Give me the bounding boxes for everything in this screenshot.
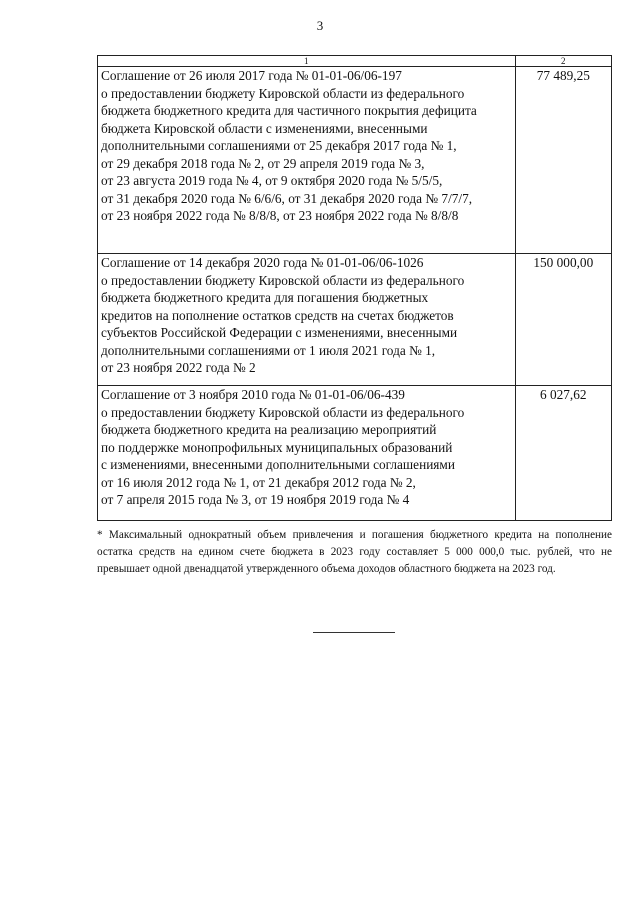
agreement-amount: 6 027,62 [515,386,611,521]
table-row [98,254,612,386]
description-line: кредитов на пополнение остатков средств на счетах бюджетов [101,307,454,323]
description-line: с изменениями, внесенными дополнительными соглашениями [101,457,455,472]
description-line: бюджета бюджетного кредита для частичного покрытия дефицита [101,103,477,118]
description-line: Соглашение от 3 ноября 2010 года № 01-01-06/06-439 [101,387,405,402]
description-line: от 7 апреля 2015 года № 3, от 19 ноября 2019 года № 4 [101,492,410,507]
description-line: бюджета бюджетного кредита на реализацию мероприятий [101,422,437,437]
agreement-description [98,67,516,254]
description-line: Соглашение от 14 декабря 2020 года № 01-01-06/06-1026 [101,255,424,270]
description-line: дополнительными соглашениями от 1 июля 2021 года № 1, [101,342,436,358]
table-row [98,386,612,521]
agreement-description [98,386,516,521]
column-header-1: 1 [98,56,516,67]
description-line: о предоставлении бюджету Кировской области из федерального [101,85,465,101]
table-header-row [98,56,612,67]
agreements-table [97,55,612,521]
footnote: * Максимальный однократный объем привлечения и погашения бюджетного кредита на пополнение остатка средств на едином счете бюджета в 2023 году составляет 5 000 000,0 тыс. рублей, что не превышает одной двенадцатой утвержденного объема доходов областного бюджета на 2023 год. [97,529,612,575]
description-line: по поддержке монопрофильных муниципальных образований [101,439,453,455]
column-header-2: 2 [515,56,611,67]
description-line: от 23 ноября 2022 года № 2 [101,360,256,375]
description-line: о предоставлении бюджету Кировской области из федерального [101,404,465,420]
page-number: 3 [316,18,324,33]
description-line: Соглашение от 26 июля 2017 года № 01-01-06/06-197 [101,68,402,83]
description-line: субъектов Российской Федерации с изменениями, внесенными [101,325,458,340]
agreement-amount: 150 000,00 [515,254,611,386]
description-line: бюджета бюджетного кредита для погашения бюджетных [101,290,429,305]
description-line: от 23 августа 2019 года № 4, от 9 октября 2020 года № 5/5/5, [101,173,443,188]
description-line: от 31 декабря 2020 года № 6/6/6, от 31 декабря 2020 года № 7/7/7, [101,190,473,206]
agreement-amount: 77 489,25 [515,67,611,254]
agreement-description [98,254,516,386]
description-line: от 16 июля 2012 года № 1, от 21 декабря 2012 года № 2, [101,474,416,490]
end-divider [313,632,395,633]
description-line: от 23 ноября 2022 года № 8/8/8, от 23 ноября 2022 года № 8/8/8 [101,208,459,223]
description-line: дополнительными соглашениями от 25 декабря 2017 года № 1, [101,138,457,153]
description-line: от 29 декабря 2018 года № 2, от 29 апреля 2019 года № 3, [101,155,425,171]
table-row [98,67,612,254]
description-line: о предоставлении бюджету Кировской области из федерального [101,272,465,288]
description-line: бюджета Кировской области с изменениями, внесенными [101,120,428,136]
